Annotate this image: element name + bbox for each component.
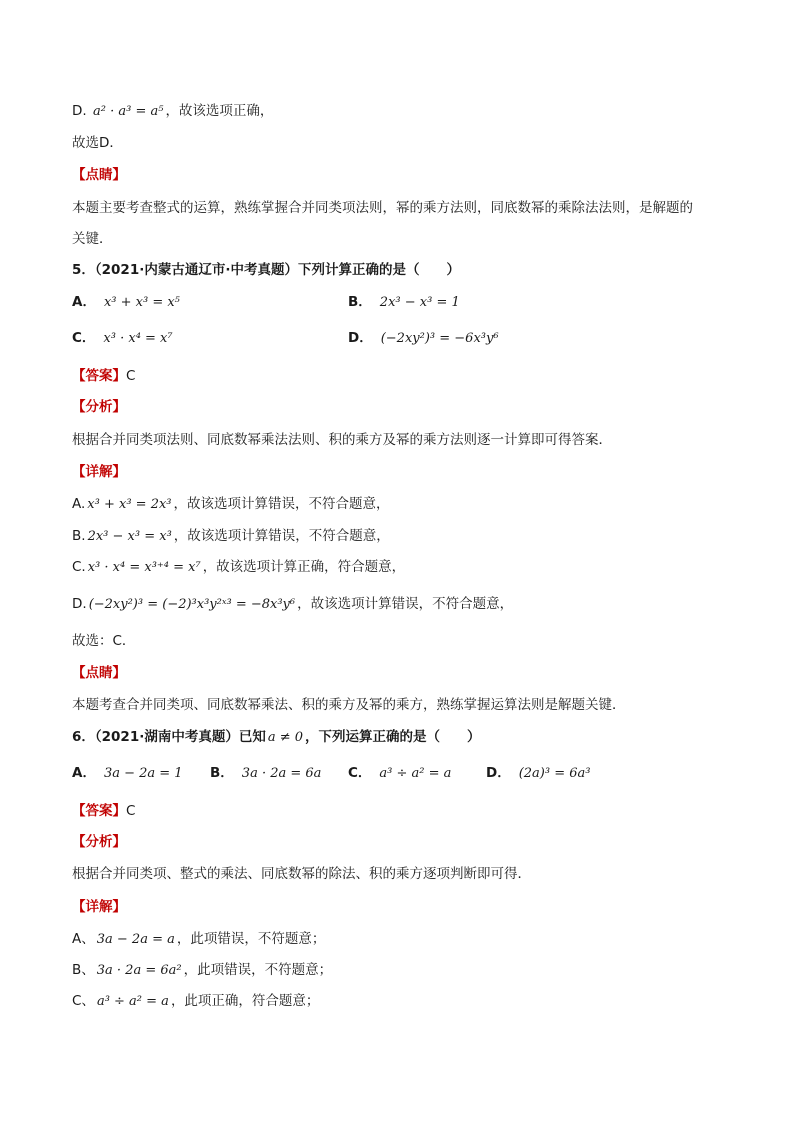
detail-prefix: A. [72,496,86,512]
detail-text: ，故该选项计算错误，不符合题意， [173,496,390,512]
detail-text: ，故该选项计算正确，符合题意， [202,559,406,575]
q6-option-b [210,763,323,784]
answer-tag: 【答案】 [72,368,126,384]
detail-text: ，故该选项正确， [165,103,274,119]
formula: 3a · 2a = 6a² [96,963,182,978]
q5-dianjing: 本题考查合并同类项、同底数幂乘法、积的乘方及幂的乘方，熟练掌握运算法则是解题关键． [72,697,626,713]
q5-detail-c [72,557,405,578]
q5-stem: 5．（2021·内蒙古通辽市·中考真题）下列计算正确的是（ ） [72,262,460,278]
detail-text: ，故该选项计算错误，不符合题意， [297,596,514,612]
option-formula: 2x³ − x³ = 1 [379,295,460,310]
stem-text: ，下列运算正确的是（ ） [305,729,481,745]
q5-detail-d [72,594,513,615]
q5-detail-tag: 【详解】 [72,464,126,480]
detail-prefix: C、 [72,993,95,1009]
option-label: B． [348,294,372,310]
q5-detail-b [72,526,390,547]
formula: x³ + x³ = 2x³ [87,497,172,512]
prev-detail-d [72,101,273,122]
q6-option-c [348,763,453,784]
detail-text: ，故该选项计算错误，不符合题意， [173,528,390,544]
option-formula: (−2xy²)³ = −6x³y⁶ [380,331,499,346]
q6-analysis: 根据合并同类项、整式的乘法、同底数幂的除法、积的乘方逐项判断即可得． [72,866,531,882]
detail-prefix: A、 [72,931,95,947]
q6-detail-c [72,991,319,1012]
stem-formula: a ≠ 0 [267,730,304,745]
prev-dianjing-2: 关键． [72,231,113,247]
option-formula: 3a · 2a = 6a [241,766,322,781]
answer-tag: 【答案】 [72,803,126,819]
option-formula: x³ · x⁴ = x⁷ [103,331,173,346]
formula: a² · a³ = a⁵ [92,104,164,119]
option-formula: x³ + x³ = x⁵ [103,295,180,310]
detail-prefix: C. [72,559,86,575]
q6-option-d [486,763,593,784]
detail-prefix: D. [72,103,87,119]
q6-option-a [72,763,185,784]
stem-text: 6．（2021·湖南中考真题）已知 [72,729,266,745]
q5-option-c [72,328,175,349]
detail-prefix: B、 [72,962,95,978]
answer-value: C [126,368,136,384]
detail-prefix: B. [72,528,86,544]
q6-detail-a [72,929,325,950]
q5-option-a [72,292,182,313]
option-formula: a³ ÷ a² = a [379,766,452,781]
detail-text: ，此项错误，不符题意； [183,962,333,978]
q5-dianjing-tag: 【点睛】 [72,665,126,681]
detail-prefix: D. [72,596,87,612]
prev-choose: 故选D． [72,135,123,151]
prev-dianjing-tag: 【点睛】 [72,167,126,183]
q6-analysis-tag: 【分析】 [72,834,126,850]
option-formula: (2a)³ = 6a³ [518,766,591,781]
option-label: C． [348,765,372,781]
q5-option-b [348,292,462,313]
option-formula: 3a − 2a = 1 [103,766,183,781]
option-label: B． [210,765,234,781]
answer-value: C [126,803,136,819]
q6-detail-b [72,960,332,981]
q5-option-d [348,328,501,349]
option-label: A． [72,294,96,310]
q6-stem [72,727,481,748]
formula: x³ · x⁴ = x³⁺⁴ = x⁷ [87,560,201,575]
q5-choose: 故选：C． [72,633,136,649]
q5-analysis: 根据合并同类项法则、同底数幂乘法法则、积的乘方及幂的乘方法则逐一计算即可得答案． [72,432,612,448]
detail-text: ，此项错误，不符题意； [176,931,326,947]
formula: (−2xy²)³ = (−2)³x³y²ˣ³ = −8x³y⁶ [88,597,296,612]
option-label: C． [72,330,96,346]
formula: a³ ÷ a² = a [96,994,169,1009]
q5-answer [72,366,135,386]
q5-analysis-tag: 【分析】 [72,399,126,415]
detail-text: ，此项正确，符合题意； [170,993,320,1009]
option-label: D． [348,330,373,346]
prev-dianjing-1: 本题主要考查整式的运算，熟练掌握合并同类项法则，幂的乘方法则，同底数幂的乘除法法则，是解题的 [72,200,693,216]
q6-answer [72,801,135,821]
q5-detail-a [72,494,390,515]
q6-detail-tag: 【详解】 [72,899,126,915]
option-label: D． [486,765,511,781]
formula: 2x³ − x³ = x³ [87,529,172,544]
option-label: A． [72,765,96,781]
formula: 3a − 2a = a [96,932,175,947]
